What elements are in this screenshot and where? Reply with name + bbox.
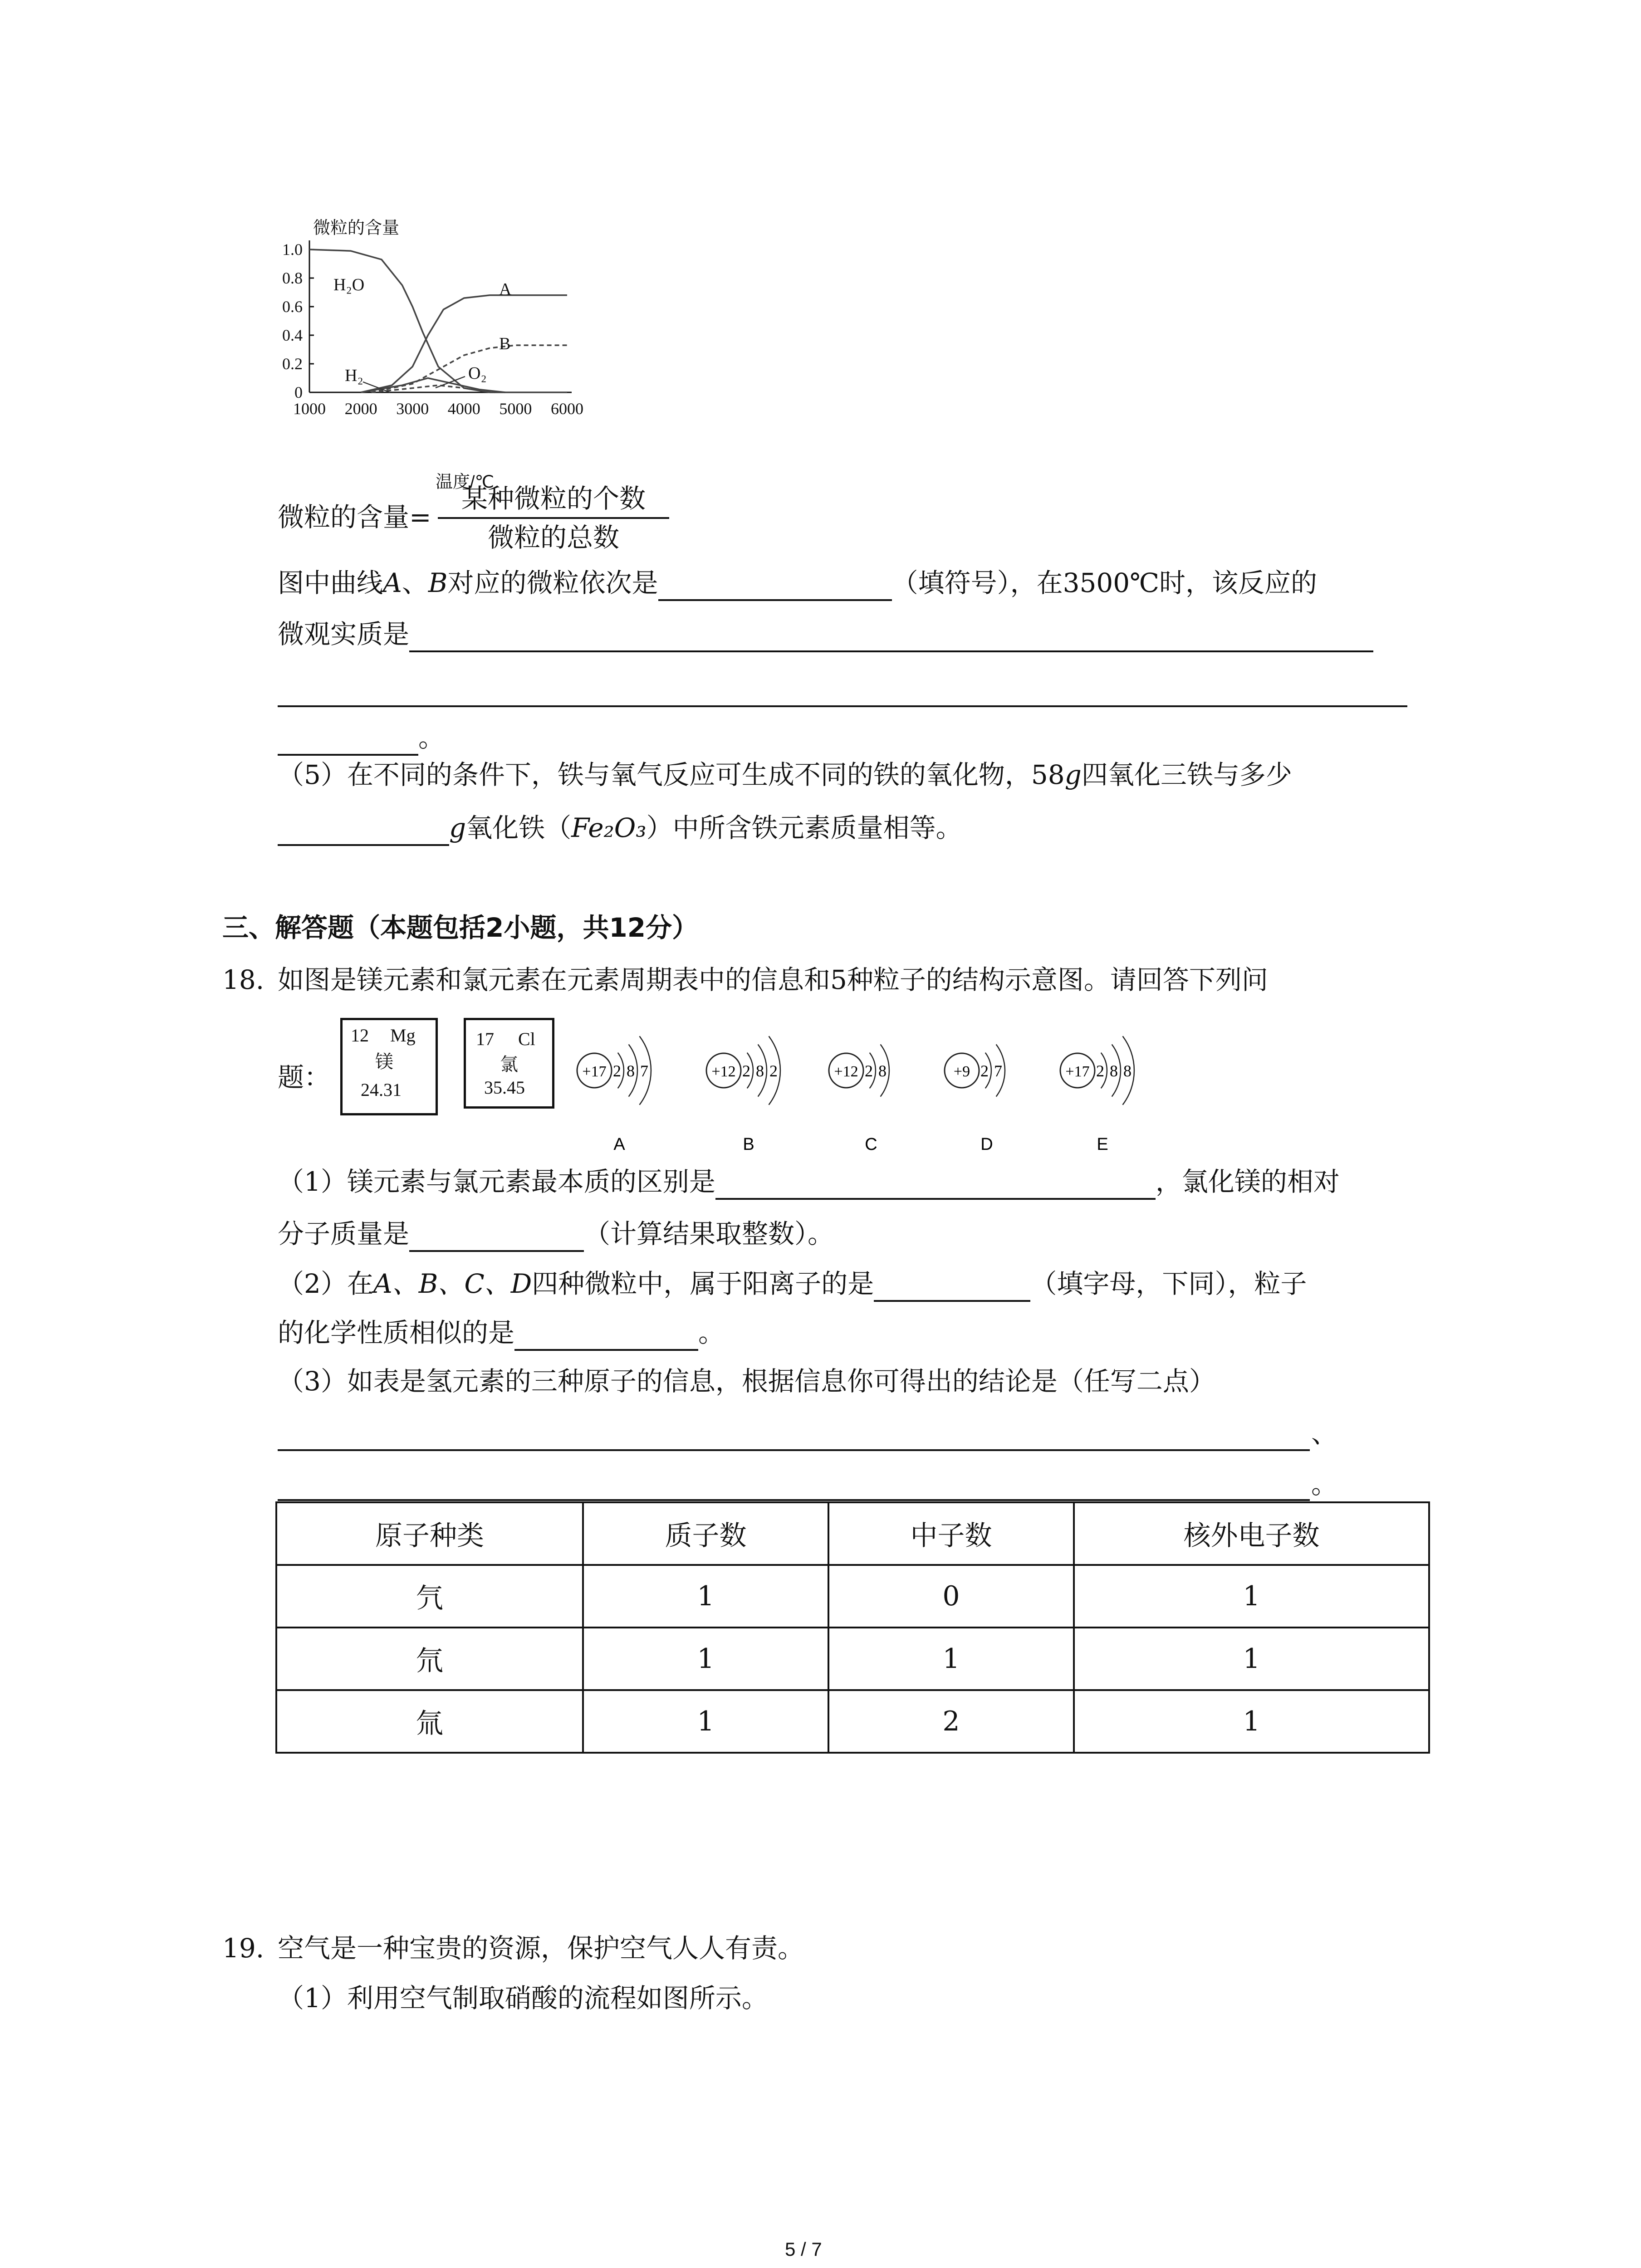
answer-blank-essence-1[interactable]: [409, 621, 1373, 652]
page-number: 5 / 7: [785, 2239, 822, 2260]
q18-1-text-b: ，氯化镁的相对: [1155, 1166, 1340, 1197]
fraction-lhs: 微粒的含量=: [278, 502, 431, 533]
answer-blank-conclusion-2[interactable]: [278, 1499, 1310, 1501]
element-mass: 35.45: [484, 1077, 525, 1098]
element-number: 17: [476, 1029, 494, 1049]
chart-y-tick-label: 1.0: [282, 240, 303, 259]
shell-electron-count: 2: [742, 1062, 750, 1080]
q4-text-essence: 微观实质是: [278, 619, 410, 650]
fe2o3-formula: Fe₂O₃: [571, 812, 647, 843]
q4-line4: [278, 719, 445, 756]
q4-text-a: 图中曲线: [278, 567, 383, 598]
q18-1-text-a: （1）镁元素与氯元素最本质的区别是: [278, 1166, 715, 1197]
atom-structure-diagrams: [567, 1025, 1157, 1161]
q4-text-c: 、: [402, 567, 428, 598]
table-header: 核外电子数: [1074, 1502, 1429, 1565]
q18-2-text-post: 四种微粒中，属于阳离子的是: [532, 1268, 874, 1299]
chart-x-tick-label: 4000: [447, 400, 480, 418]
table-cell: 氘: [276, 1628, 583, 1690]
element-symbol: Cl: [518, 1029, 535, 1049]
chart-series-label: O₂: [468, 364, 487, 383]
table-row: [276, 1628, 1429, 1690]
fraction-numerator: 某种微粒的个数: [461, 483, 646, 514]
q18-2-line1: [278, 1266, 1307, 1302]
q18-3-sep1: 、: [1311, 1418, 1338, 1449]
table-cell: 0: [828, 1565, 1074, 1628]
element-name: 氯: [500, 1054, 518, 1075]
q4-line1: [278, 565, 1317, 601]
hydrogen-isotope-table: [275, 1501, 1430, 1754]
element-symbol: Mg: [390, 1025, 416, 1046]
q5-line1: [278, 757, 1292, 793]
q18-number: 18.: [222, 964, 265, 995]
element-number: 12: [351, 1025, 369, 1046]
curve-a-label: A: [383, 567, 402, 598]
chart-series-label: B: [499, 334, 511, 353]
shell-electron-count: 2: [769, 1062, 778, 1080]
q18-1-line2: [278, 1216, 834, 1252]
element-card-mg: [340, 1018, 438, 1115]
nucleus-charge: +9: [953, 1063, 970, 1080]
q4-text-e: 对应的微粒依次是: [447, 567, 658, 598]
table-cell: 氕: [276, 1565, 583, 1628]
shell-electron-count: 2: [865, 1062, 873, 1080]
answer-blank-molar-mass[interactable]: [409, 1220, 584, 1252]
q4-line2: [278, 616, 1373, 652]
q18-2-end: 。: [698, 1317, 725, 1348]
q18-2-line2: [278, 1315, 725, 1351]
table-header: 中子数: [828, 1502, 1074, 1565]
q18-3-sep2: 。: [1311, 1469, 1338, 1500]
chart-series-label: H₂: [345, 366, 363, 385]
shell-electron-count: 8: [878, 1062, 887, 1080]
q18-3-stem: （3）如表是氢元素的三种原子的信息，根据信息你可得出的结论是（任写二点）: [278, 1366, 1215, 1397]
q18-2-text-pre: （2）在: [278, 1268, 373, 1299]
content-fraction: [438, 481, 669, 555]
q5-text-c: 氧化铁（: [466, 812, 572, 843]
q18-stem-2: 题：: [278, 1062, 331, 1093]
q18-2-text-c: 的化学性质相似的是: [278, 1317, 515, 1348]
answer-blank-conclusion-1[interactable]: [278, 1449, 1310, 1451]
table-cell: 1: [583, 1565, 828, 1628]
table-header: 原子种类: [276, 1502, 583, 1565]
atom-label: C: [865, 1135, 877, 1154]
q18-2-text-b: （填字母，下同），粒子: [1030, 1268, 1307, 1299]
curve-b-label: B: [428, 567, 448, 598]
q18-1-text-c: 分子质量是: [278, 1218, 410, 1249]
shell-electron-count: 7: [994, 1062, 1002, 1080]
q18-1-line1: [278, 1163, 1340, 1200]
chart-x-tick-label: 5000: [499, 400, 532, 418]
shell-electron-count: 2: [1096, 1062, 1104, 1080]
shell-electron-count: 8: [1123, 1062, 1132, 1080]
q18-stem: 如图是镁元素和氯元素在元素周期表中的信息和5种粒子的结构示意图。请回答下列问: [278, 964, 1268, 995]
atom-diagram: [706, 1036, 780, 1154]
chart-x-tick-label: 3000: [396, 400, 429, 418]
shell-electron-count: 8: [756, 1062, 764, 1080]
chart-series-label: A: [499, 280, 512, 299]
shell-electron-count: 2: [980, 1062, 989, 1080]
nucleus-charge: +12: [711, 1063, 736, 1080]
fraction-denominator: 微粒的总数: [487, 522, 619, 553]
table-cell: 1: [1074, 1565, 1429, 1628]
q5-text-d: ）中所含铁元素质量相等。: [646, 812, 962, 843]
chart-xlabel: 温度/℃: [436, 473, 495, 492]
q5-unit-g2: g: [449, 812, 466, 843]
answer-blank-difference[interactable]: [715, 1168, 1156, 1200]
chart-ylabel: 微粒的含量: [313, 219, 400, 238]
table-row: [276, 1565, 1429, 1628]
atom-label: B: [743, 1135, 754, 1154]
table-cell: 氚: [276, 1690, 583, 1753]
fraction-bar: [438, 517, 669, 519]
chart-y-tick-label: 0.8: [282, 269, 303, 287]
chart-x-tick-label: 1000: [293, 400, 326, 418]
chart-series-label: H₂O: [333, 275, 365, 294]
q5-line2: [278, 810, 962, 846]
element-name: 镁: [375, 1051, 393, 1072]
table-cell: 2: [828, 1690, 1074, 1753]
atom-label: D: [980, 1135, 993, 1154]
section-3-heading: 三、解答题（本题包括2小题，共12分）: [222, 912, 699, 943]
answer-blank-curves[interactable]: [658, 569, 892, 601]
element-card-cl: [464, 1018, 554, 1109]
table-cell: 1: [583, 1628, 828, 1690]
chart-series-line: [361, 295, 567, 392]
element-mass: 24.31: [361, 1080, 402, 1100]
chart-y-tick-label: 0.2: [282, 355, 303, 373]
table-cell: 1: [583, 1690, 828, 1753]
q5-text-a: （5）在不同的条件下，铁与氧气反应可生成不同的铁的氧化物，58: [278, 759, 1065, 790]
chart-y-tick-label: 0: [294, 383, 303, 401]
particle-content-chart: [254, 213, 599, 494]
table-header: 质子数: [583, 1502, 828, 1565]
answer-blank-essence-2[interactable]: [278, 705, 1407, 707]
shell-electron-count: 7: [640, 1062, 648, 1080]
q19-number: 19.: [222, 1933, 265, 1964]
atom-diagram: [829, 1045, 889, 1154]
chart-x-tick-label: 2000: [344, 400, 377, 418]
table-cell: 1: [828, 1628, 1074, 1690]
answer-blank-cation[interactable]: [874, 1270, 1030, 1302]
chart-x-tick-label: 6000: [551, 400, 583, 418]
atom-diagram: [1060, 1036, 1134, 1154]
q4-end-mark: 。: [418, 722, 445, 753]
q19-stem: 空气是一种宝贵的资源，保护空气人人有责。: [278, 1933, 804, 1964]
atom-label: A: [613, 1135, 625, 1154]
nucleus-charge: +12: [834, 1063, 858, 1080]
chart-y-tick-label: 0.4: [282, 326, 303, 344]
answer-blank-similar[interactable]: [514, 1319, 698, 1351]
table-row: [276, 1690, 1429, 1753]
shell-electron-count: 8: [1110, 1062, 1118, 1080]
answer-blank-essence-3[interactable]: [278, 724, 418, 756]
q5-unit-g: g: [1064, 759, 1082, 790]
nucleus-charge: +17: [582, 1063, 607, 1080]
chart-y-tick-label: 0.6: [282, 298, 303, 316]
table-header-row: [276, 1502, 1429, 1565]
atom-diagram: [577, 1036, 651, 1154]
answer-blank-fe2o3-mass[interactable]: [278, 814, 449, 846]
q18-1-text-d: （计算结果取整数）。: [584, 1218, 834, 1249]
shell-electron-count: 2: [613, 1062, 621, 1080]
q19-1-stem: （1）利用空气制取硝酸的流程如图所示。: [278, 1983, 768, 2014]
q5-text-b: 四氧化三铁与多少: [1081, 759, 1292, 790]
nucleus-charge: +17: [1065, 1063, 1090, 1080]
table-cell: 1: [1074, 1690, 1429, 1753]
atom-diagram: [945, 1045, 1005, 1154]
shell-electron-count: 8: [627, 1062, 635, 1080]
atom-label: E: [1097, 1135, 1108, 1154]
table-cell: 1: [1074, 1628, 1429, 1690]
q4-text-f: （填符号），在3500℃时，该反应的: [892, 567, 1318, 598]
q18-2-letters: A、B、C、D: [373, 1268, 532, 1299]
